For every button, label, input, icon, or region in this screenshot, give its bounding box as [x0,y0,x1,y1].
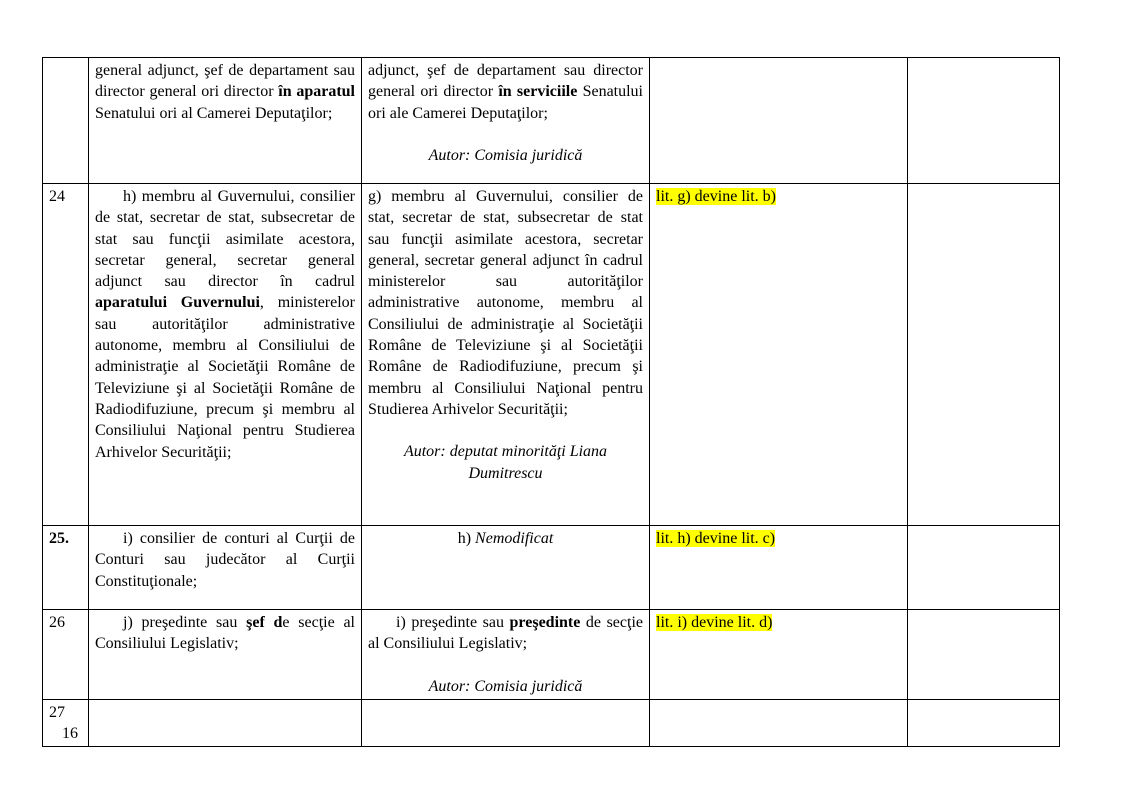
new-text-cell [362,610,650,700]
paragraph: i) preşedinte sau preşedinte de secţie al Consiliului Legislativ; [368,614,643,653]
italic-text: Nemodificat [475,530,554,547]
empty-cell [908,184,1060,526]
old-text-cell [89,526,362,610]
row-number-cell [43,610,89,700]
table-row [43,699,1060,747]
note-highlight: lit. h) devine lit. c) [656,530,776,547]
note-highlight: lit. g) devine lit. b) [656,188,776,205]
paragraph: general adjunct, şef de departament sau director general ori director în aparatul Senatului ori al Camerei Deputaţilor; [95,62,356,122]
table-row [43,526,1060,610]
row-number: 26 [49,614,65,631]
new-text-cell [362,58,650,184]
row-number: 25. [49,530,69,547]
paragraph: i) consilier de conturi al Curţii de Conturi sau judecător al Curţii Constituţionale; [95,530,355,590]
note-cell [650,610,908,700]
paragraph: g) membru al Guvernului, consilier de stat, secretar de stat, subsecretar de stat sau funcţii asimilate acestora, secretar general, secretar general adjunct în cadrul ministerelor sau autorităţilor administrative autonome, membru al Consiliului de administraţie al Societăţii Române de Televiziune şi al Societăţii Române de Radiodifuziune, precum şi membru al Consiliului Naţional pentru Studierea Arhivelor Securităţii; [368,188,643,418]
new-text-cell [362,526,650,610]
row-subnumber: 16 [62,725,78,743]
empty-cell [908,610,1060,700]
old-text-cell [89,184,362,526]
new-text-cell [362,184,650,526]
row-number-cell [43,526,89,610]
row-number-cell [43,58,89,184]
note-cell [650,526,908,610]
blank-line [368,655,643,676]
old-text-cell [89,58,362,184]
row-number-cell [43,699,89,747]
old-text-cell [89,699,362,747]
note-highlight: lit. i) devine lit. d) [656,614,773,631]
empty-cell [908,58,1060,184]
bold-text: în serviciile [498,83,578,101]
paragraph: h) membru al Guvernului, consilier de stat, secretar de stat, subsecretar de stat sau funcţii asimilate acestora, secretar general, secretar general adjunct sau director în cadrul aparatului Guvernului, ministerelor sau autorităţilor administrative autonome, membru al Consiliului de administraţie al Societăţii Române de Televiziune şi al Societăţii Române de Radiodifuziune, precum şi membru al Consiliului Naţional pentru Studierea Arhivelor Securităţii; [95,188,355,461]
empty-cell [908,526,1060,610]
paragraph: j) preşedinte sau şef de secţie al Consiliului Legislativ; [95,614,355,653]
table-row [43,610,1060,700]
note-cell [650,184,908,526]
amendments-table [42,57,1060,747]
new-text-cell [362,699,650,747]
author-line: Autor: Comisia juridică [428,677,583,695]
row-number: 27 [49,703,65,721]
bold-text: în aparatul [278,83,356,101]
blank-line [368,124,643,145]
table-row [43,184,1060,526]
author-line: Autor: Comisia juridică [428,146,583,164]
row-number-cell [43,184,89,526]
note-cell [650,699,908,747]
blank-line [368,420,643,441]
old-text-cell [89,610,362,700]
empty-cell [908,699,1060,747]
note-cell [650,58,908,184]
paragraph: adjunct, şef de departament sau director general ori director în serviciile Senatului ori ale Camerei Deputaţilor; [368,62,644,122]
bold-text: şef d [246,614,283,631]
row-number: 24 [49,188,65,205]
unmodified-line: h) Nemodificat [457,530,554,547]
bold-text: aparatului Guvernului [95,294,260,312]
bold-text: preşedinte [509,614,581,631]
table-row [43,58,1060,184]
author-line: Autor: deputat minorităţi Liana Dumitrescu [403,443,608,482]
